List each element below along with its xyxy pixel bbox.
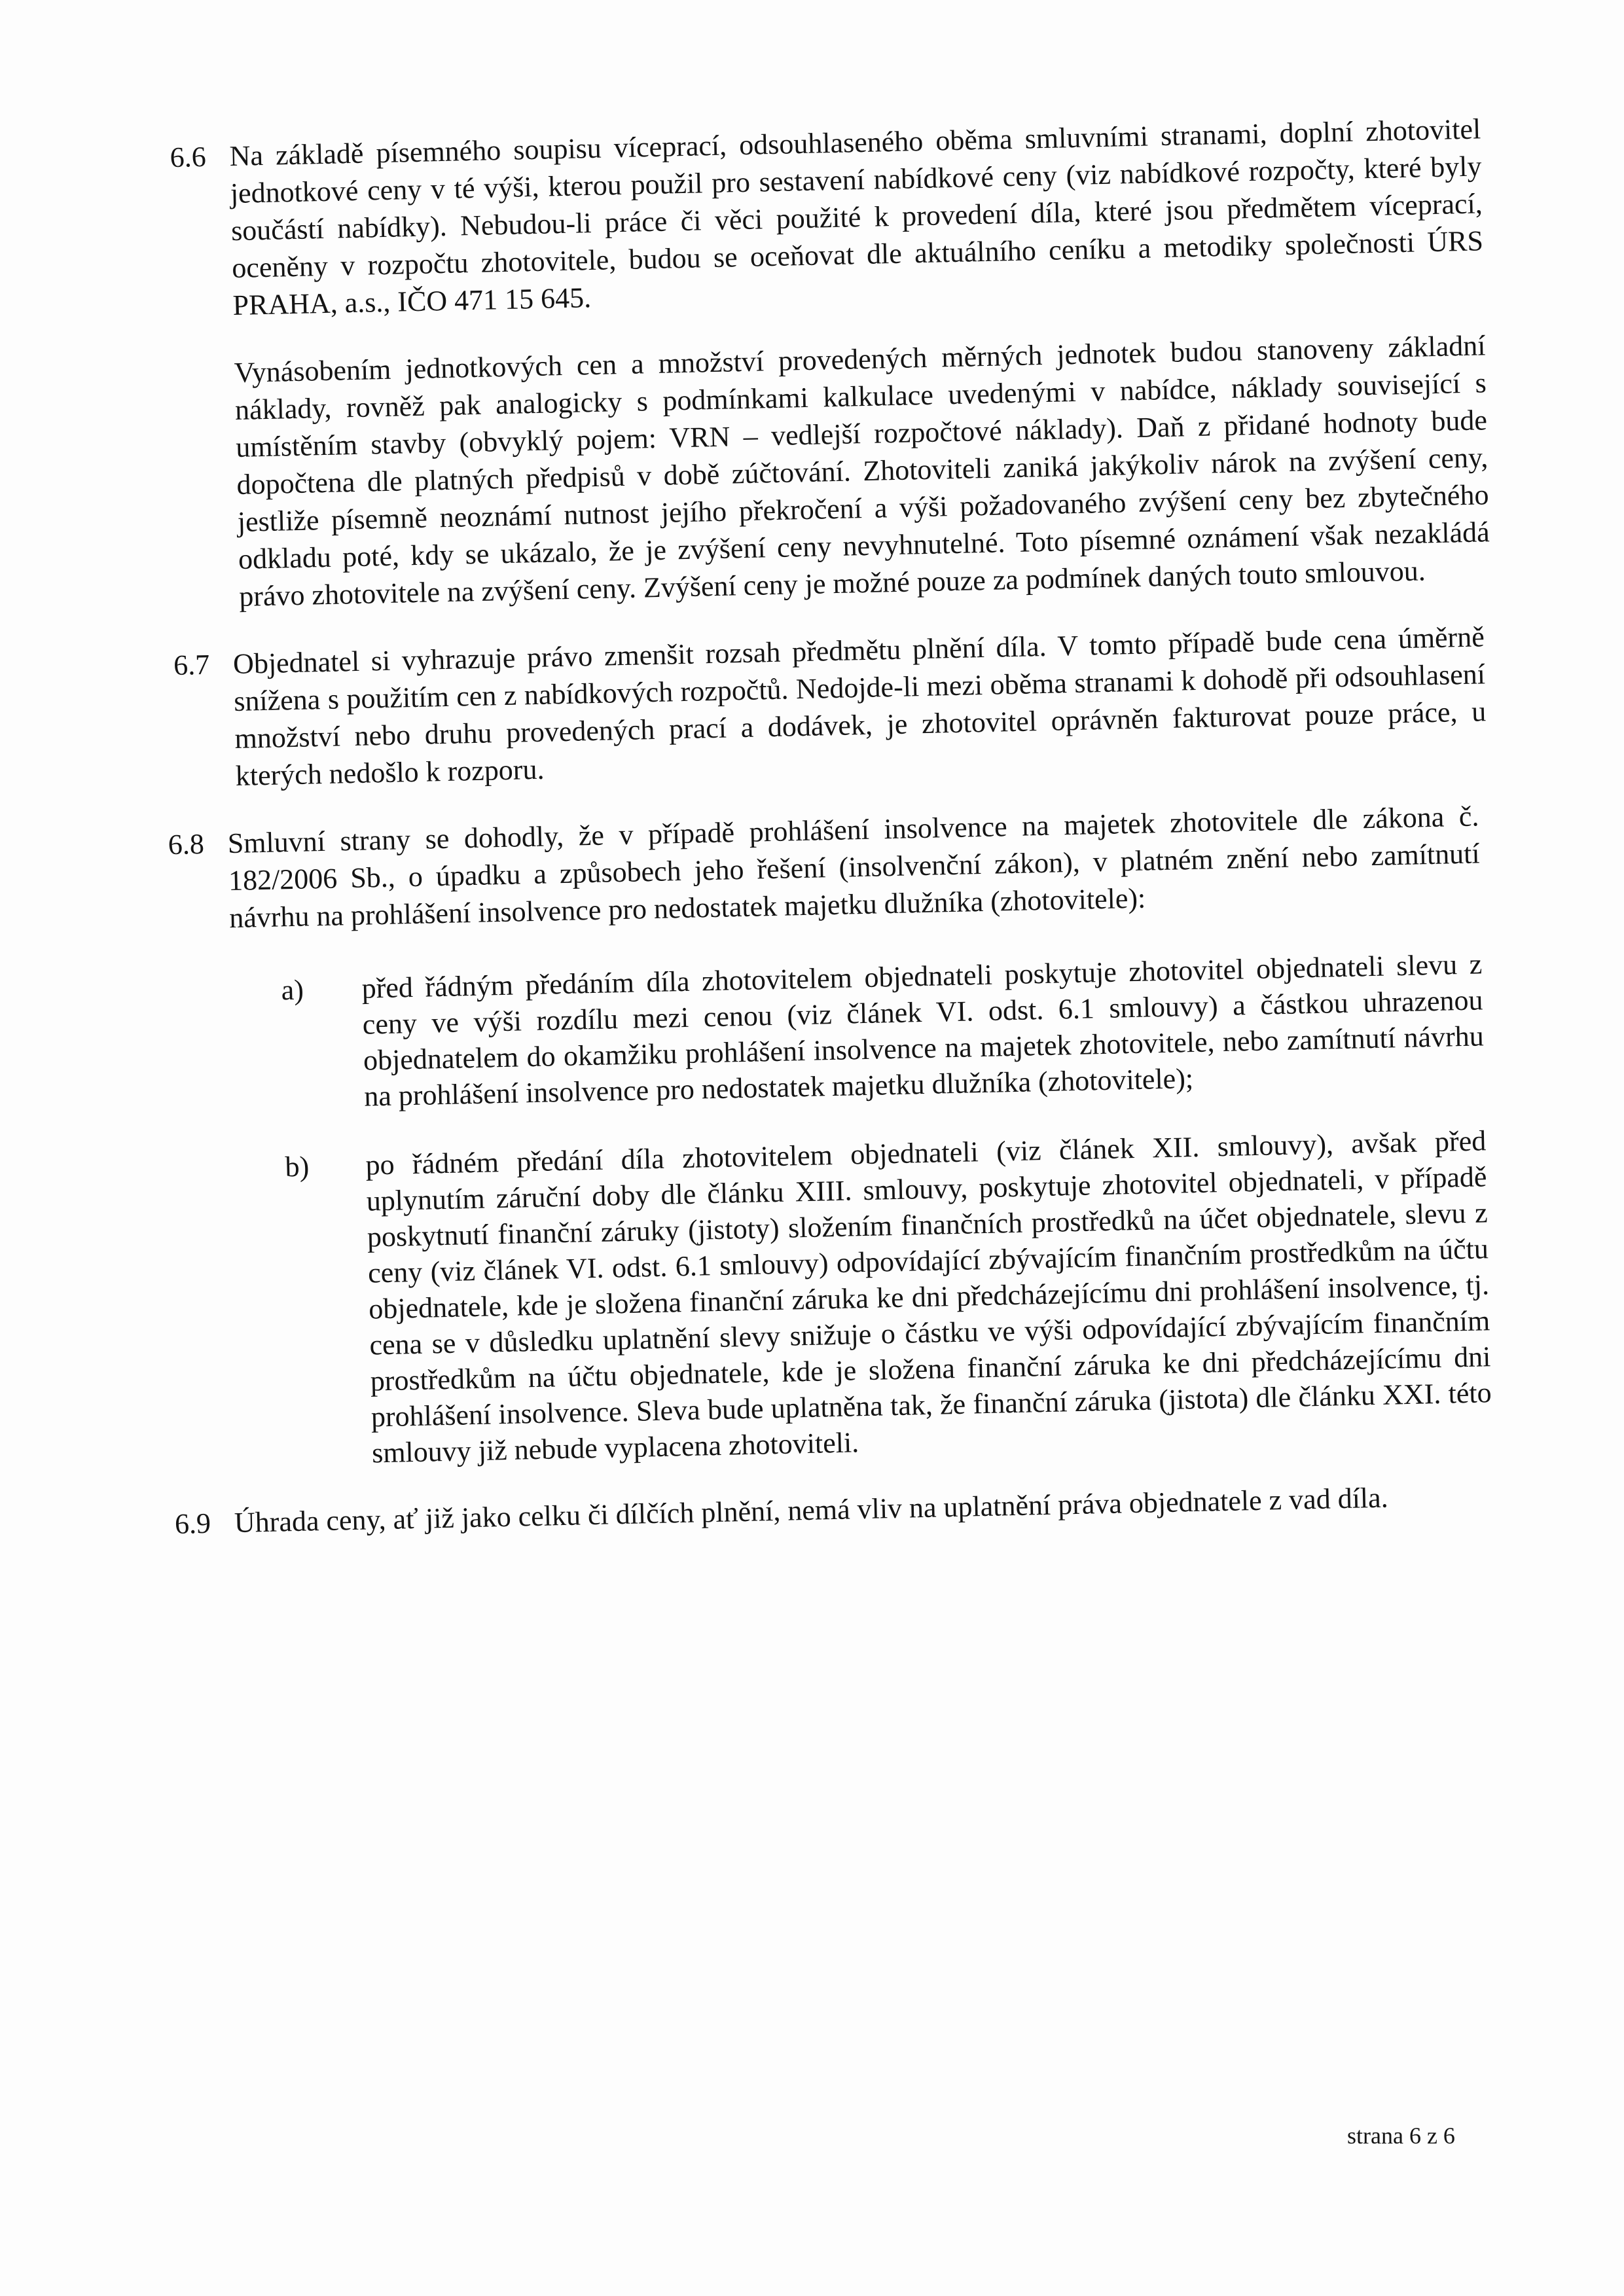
clause-6-9 [174, 1477, 1486, 1543]
clause-text-block [229, 110, 1490, 615]
clause-text-block [234, 1477, 1486, 1541]
clause-6-8 [168, 797, 1492, 1475]
subclause-label: b) [285, 1150, 310, 1183]
subclause-b [234, 1122, 1492, 1474]
clause-number: 6.9 [174, 1507, 211, 1540]
clause-paragraph: Úhrada ceny, ať již jako celku či dílčích plnění, nemá vliv na uplatnění práva objednatele z vad díla. [234, 1481, 1389, 1539]
clause-number: 6.6 [170, 140, 207, 174]
clause-paragraph: Smluvní strany se dohodly, že v případě prohlášení insolvence na majetek zhotovitele dle zákona č. 182/2006 Sb., o úpadku a způsobech jeho řešení (insolvenční zákon), v platném znění nebo zamítnutí návrhu na prohlášení insolvence pro nedostatek majetku dlužníka (zhotovitele): [227, 800, 1481, 935]
contract-body [0, 113, 1624, 1573]
clause-number: 6.8 [168, 827, 205, 861]
clause-paragraph: Vynásobením jednotkových cen a množství provedených měrných jednotek budou stanoveny základní náklady, rovněž pak analogicky s podmínkami kalkulace uvedenými v nabídce, náklady související s umístěním stavby (obvyklý pojem: VRN – vedlejší rozpočtové náklady). Daň z přidané hodnoty bude dopočtena dle platných předpisů v době zúčtování. Zhotoviteli zaniká jakýkoliv nárok na zvýšení ceny, jestliže písemně neoznámí nutnost jejího překročení a výši požadovaného zvýšení ceny bez zbytečného odkladu poté, kdy se ukázalo, že je zvýšení ceny nevyhnutelné. Toto písemné oznámení však nezakládá právo zhotovitele na zvýšení ceny. Zvýšení ceny je možné pouze za podmínek daných touto smlouvou. [234, 329, 1490, 613]
page-footer: strana 6 z 6 [1347, 2123, 1455, 2149]
clause-text-block [227, 797, 1492, 1473]
subclause-paragraph: po řádném předání díla zhotovitelem objednateli (viz článek XII. smlouvy), avšak před uplynutím záruční doby dle článku XIII. smlouvy, poskytuje zhotovitel objednateli, v případě poskytnutí finanční záruky (jistoty) složením finančních prostředků na účet objednatele, slevu z ceny (viz článek VI. odst. 6.1 smlouvy) odpovídající zbývajícím finančním prostředkům na účtu objednatele, kde je složena finanční záruka ke dni předcházejícímu dni prohlášení insolvence, tj. cena se v důsledku uplatnění slevy snižuje o částku ve výši odpovídající zbývajícím finančním prostředkům na účtu objednatele, kde je složena finanční záruka ke dni předcházejícímu dni prohlášení insolvence. Sleva bude uplatněna tak, že finanční záruka (jistota) dle článku XXI. této smlouvy již nebude vyplacena zhotoviteli. [365, 1124, 1492, 1469]
clause-paragraph: Objednatel si vyhrazuje právo zmenšit rozsah předmětu plnění díla. V tomto případě bude cena úměrně snížena s použitím cen z nabídkových rozpočtů. Nedojde-li mezi oběma stranami k dohodě při odsouhlasení množství nebo druhu provedených prací a dodávek, je zhotovitel oprávněn fakturovat pouze práce, u kterých nedošlo k rozporu. [232, 620, 1487, 792]
clause-number: 6.7 [173, 648, 210, 682]
clause-6-6 [170, 110, 1490, 617]
clause-paragraph: Na základě písemného soupisu víceprací, odsouhlaseného oběma smluvními stranami, doplní zhotovitel jednotkové ceny v té výši, kterou použil pro sestavení nabídkové ceny (viz nabídkové rozpočty, které byly součástí nabídky). Nebudou-li práce či věci použité k provedení díla, které jsou předmětem víceprací, oceněny v rozpočtu zhotovitele, budou se oceňovat dle aktuálního ceníku a metodiky společnosti ÚRS PRAHA, a.s., IČO 471 15 645. [229, 113, 1484, 322]
subclause-label: a) [281, 973, 304, 1007]
clause-text-block [232, 618, 1487, 795]
clause-6-7 [173, 618, 1487, 796]
subclause-paragraph: před řádným předáním díla zhotovitelem objednateli poskytuje zhotovitel objednateli slevu z ceny ve výši rozdílu mezi cenou (viz článek VI. odst. 6.1 smlouvy) a částkou uhrazenou objednatelem do okamžiku prohlášení insolvence na majetek zhotovitele, nebo zamítnutí návrhu na prohlášení insolvence pro nedostatek majetku dlužníka (zhotovitele); [361, 948, 1485, 1113]
subclause-a [230, 946, 1485, 1117]
